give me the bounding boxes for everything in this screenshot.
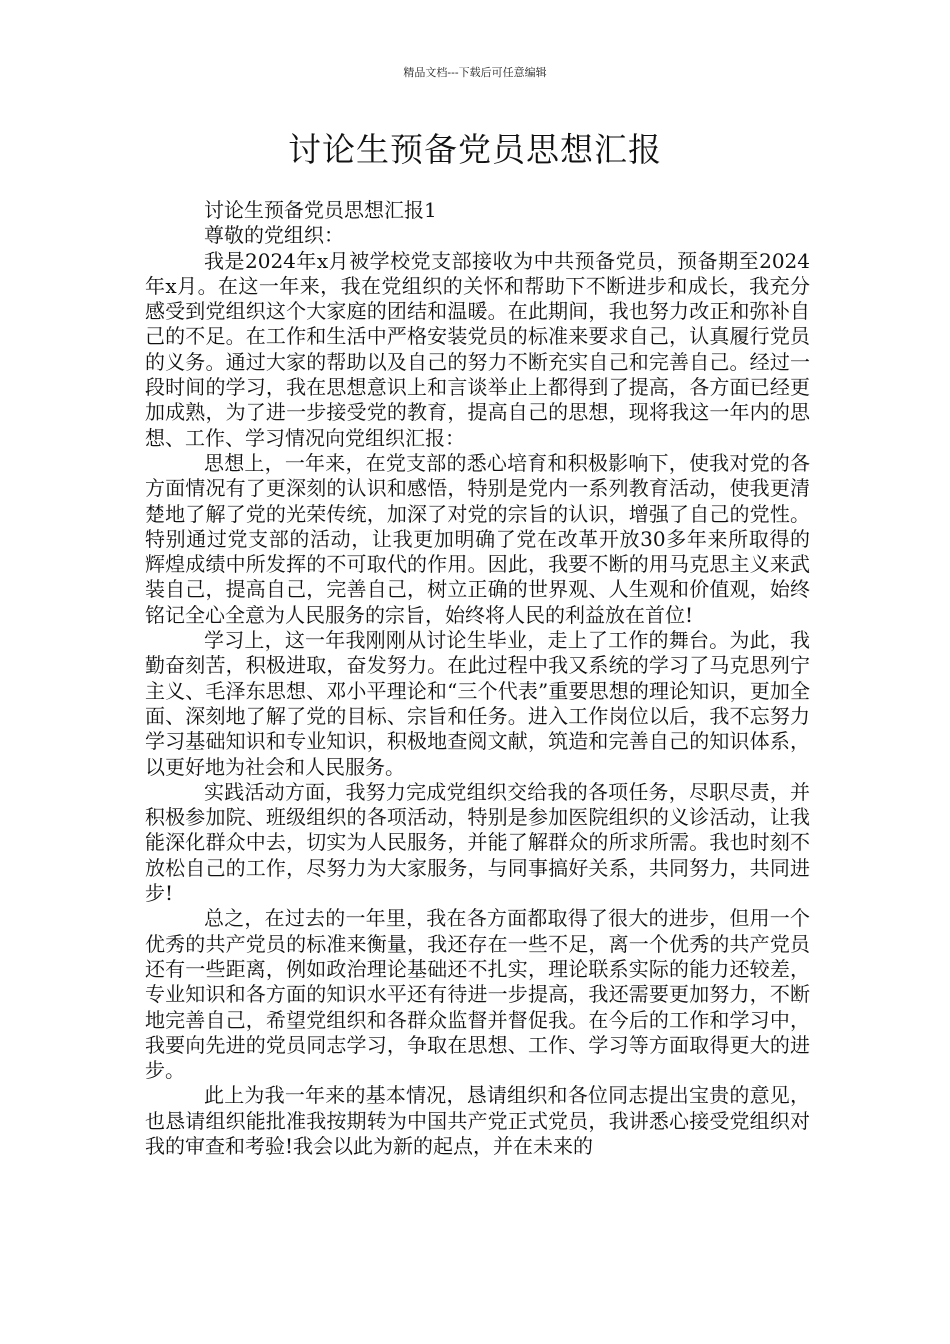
paragraph-thought: 思想上，一年来，在党支部的悉心培育和积极影响下，使我对党的各方面情况有了更深刻的认识和感悟，特别是党内一系列教育活动，使我更清楚地了解了党的光荣传统，加深了对党的宗旨的认识，增强了自己的党性。特别通过党支部的活动，让我更加明确了党在改革开放30多年来所取得的辉煌成绩中所发挥的不可取代的作用。因此，我要不断的用马克思主义来武装自己，提高自己，完善自己，树立正确的世界观、人生观和价值观，始终铭记全心全意为人民服务的宗旨，始终将人民的利益放在首位! — [145, 450, 810, 627]
paragraph-closing: 此上为我一年来的基本情况，恳请组织和各位同志提出宝贵的意见，也恳请组织能批准我按期转为中国共产党正式党员，我讲悉心接受党组织对我的审查和考验!我会以此为新的起点，并在未来的 — [145, 1083, 810, 1158]
paragraph-intro: 我是2024年x月被学校党支部接收为中共预备党员，预备期至2024年x月。在这一年来，我在党组织的关怀和帮助下不断进步和成长，我充分感受到党组织这个大家庭的团结和温暖。在此期间，我也努力改正和弥补自己的不足。在工作和生活中严格安装党员的标准来要求自己，认真履行党员的义务。通过大家的帮助以及自己的努力不断充实自己和完善自己。经过一段时间的学习，我在思想意识上和言谈举止上都得到了提高，各方面已经更加成熟，为了进一步接受党的教育，提高自己的思想，现将我这一年内的思想、工作、学习情况向党组织汇报： — [145, 248, 810, 450]
document-body — [145, 198, 810, 1159]
header-note: 精品文档---下载后可任意编辑 — [403, 66, 547, 79]
document-title: 讨论生预备党员思想汇报 — [288, 130, 662, 169]
paragraph-summary: 总之，在过去的一年里，我在各方面都取得了很大的进步，但用一个优秀的共产党员的标准来衡量，我还存在一些不足，离一个优秀的共产党员还有一些距离，例如政治理论基础还不扎实，理论联系实际的能力还较差，专业知识和各方面的知识水平还有待进一步提高，我还需要更加努力，不断地完善自己，希望党组织和各群众监督并督促我。在今后的工作和学习中，我要向先进的党员同志学习，争取在思想、工作、学习等方面取得更大的进步。 — [145, 906, 810, 1083]
document-subtitle: 讨论生预备党员思想汇报1 — [204, 198, 437, 222]
paragraph-study: 学习上，这一年我刚刚从讨论生毕业，走上了工作的舞台。为此，我勤奋刻苦，积极进取，奋发努力。在此过程中我又系统的学习了马克思列宁主义、毛泽东思想、邓小平理论和“三个代表”重要思想的理论知识，更加全面、深刻地了解了党的目标、宗旨和任务。进入工作岗位以后，我不忘努力学习基础知识和专业知识，积极地查阅文献，筑造和完善自己的知识体系，以更好地为社会和人民服务。 — [145, 628, 810, 779]
salutation: 尊敬的党组织： — [204, 223, 344, 248]
paragraph-practice: 实践活动方面，我努力完成党组织交给我的各项任务，尽职尽责，并积极参加院、班级组织的各项活动，特别是参加医院组织的义诊活动，让我能深化群众中去，切实为人民服务，并能了解群众的所求所需。我也时刻不放松自己的工作，尽努力为大家服务，与同事搞好关系，共同努力，共同进步! — [145, 779, 810, 906]
